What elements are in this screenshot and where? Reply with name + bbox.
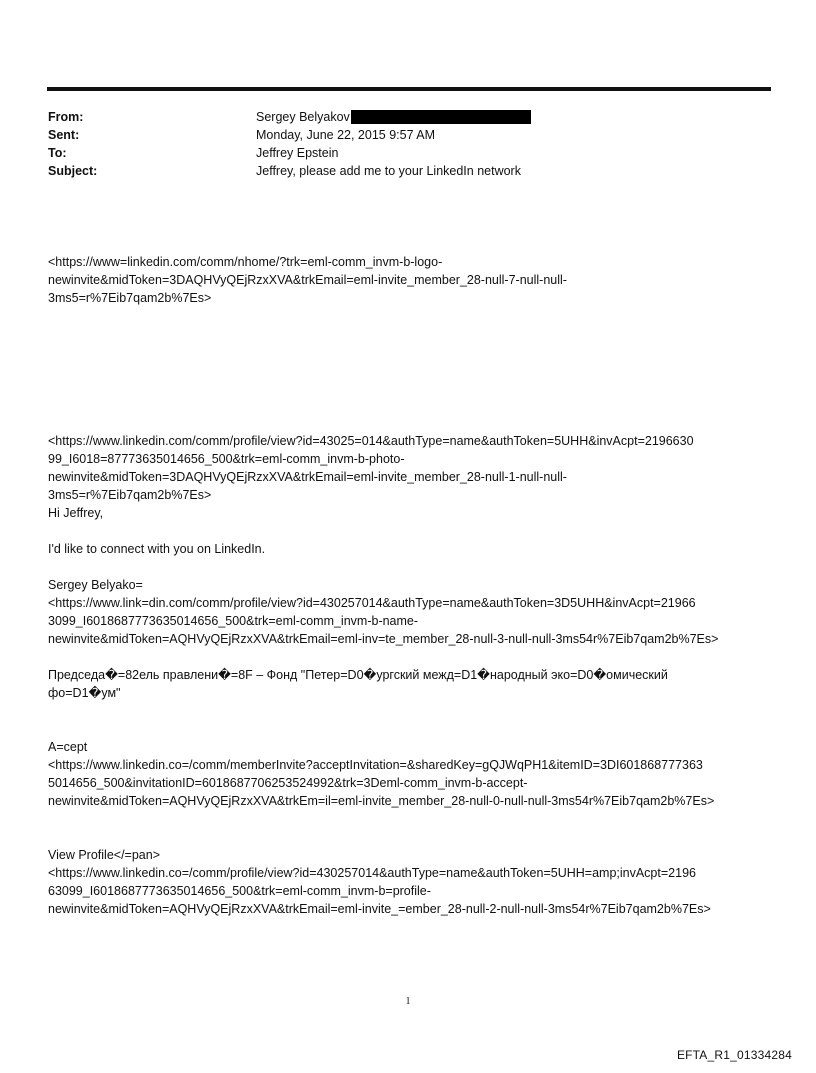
- logo-link-line-1: <https://www=linkedin.com/comm/nhome/?trk=eml-comm_invm-b-logo-: [48, 255, 443, 269]
- sent-label: Sent:: [48, 128, 80, 142]
- accept-link-line-3: newinvite&midToken=AQHVyQEjRzxXVA&trkEm=il=eml-invite_member_28-null-0-null-null-3ms54r%7Eib7qam2b%7Es>: [48, 794, 715, 808]
- sender-title-line-1: Председа�=82ель правлени�=8F – Фонд "Петер=D0�ургский межд=D1�народный эко=D0�омический: [48, 668, 668, 682]
- profile-link-line-3: newinvite&midToken=AQHVyQEjRzxXVA&trkEmail=eml-invite_=ember_28-null-2-null-null-3ms54r%7Eib7qam2b%7Es>: [48, 902, 711, 916]
- from-name: Sergey Belyakov: [256, 110, 350, 124]
- subject-label: Subject:: [48, 164, 98, 178]
- from-value: [256, 108, 531, 126]
- photo-link-line-2: 99_I6018=87773635014656_500&trk=eml-comm_invm-b-photo-: [48, 452, 405, 466]
- subject-value: Jeffrey, please add me to your LinkedIn network: [256, 164, 521, 178]
- logo-link-line-2: newinvite&midToken=3DAQHVyQEjRzxXVA&trkEmail=eml-invite_member_28-null-7-null-null-: [48, 273, 567, 287]
- accept-label: A=cept: [48, 740, 88, 754]
- header-divider: [47, 87, 771, 91]
- page-number: 1: [405, 996, 411, 1007]
- sent-value: Monday, June 22, 2015 9:57 AM: [256, 128, 436, 142]
- to-label: To:: [48, 146, 67, 160]
- bates-id: EFTA_R1_01334284: [676, 1048, 792, 1062]
- logo-link-line-3: 3ms5=r%7Eib7qam2b%7Es>: [48, 291, 212, 305]
- sender-link-line-3: newinvite&midToken=AQHVyQEjRzxXVA&trkEmail=eml-inv=te_member_28-null-3-null-null-3ms54r%7Eib7qam2b%7Es>: [48, 632, 719, 646]
- accept-link-line-1: <https://www.linkedin.co=/comm/memberInvite?acceptInvitation=&sharedKey=gQJWqPH1&itemID=3DI601868777363: [48, 758, 703, 772]
- photo-link-line-1: <https://www.linkedin.com/comm/profile/view?id=43025=014&authType=name&authToken=5UHH&invAcpt=2196630: [48, 434, 694, 448]
- redaction-block: [351, 110, 531, 124]
- sender-link-line-1: <https://www.link=din.com/comm/profile/view?id=430257014&authType=name&authToken=3D5UHH&invAcpt=21966: [48, 596, 696, 610]
- accept-link-line-2: 5014656_500&invitationID=6018687706253524992&trk=3Deml-comm_invm-b-accept-: [48, 776, 528, 790]
- profile-link-line-2: 63099_I6018687773635014656_500&trk=eml-comm_invm-b=profile-: [48, 884, 431, 898]
- view-profile-label: View Profile</=pan>: [48, 848, 160, 862]
- to-value: Jeffrey Epstein: [256, 146, 339, 160]
- sender-link-line-2: 3099_I6018687773635014656_500&trk=eml-comm_invm-b-name-: [48, 614, 419, 628]
- sender-title-line-2: фо=D1�ум": [48, 686, 121, 700]
- photo-link-line-4: 3ms5=r%7Eib7qam2b%7Es>: [48, 488, 212, 502]
- from-label: From:: [48, 110, 84, 124]
- message: I'd like to connect with you on LinkedIn.: [48, 542, 266, 556]
- photo-link-line-3: newinvite&midToken=3DAQHVyQEjRzxXVA&trkEmail=eml-invite_member_28-null-1-null-null-: [48, 470, 567, 484]
- greeting: Hi Jeffrey,: [48, 506, 104, 520]
- sender-name: Sergey Belyako=: [48, 578, 143, 592]
- profile-link-line-1: <https://www.linkedin.co=/comm/profile/view?id=430257014&authType=name&authToken=5UHH=amp;invAcpt=2196: [48, 866, 696, 880]
